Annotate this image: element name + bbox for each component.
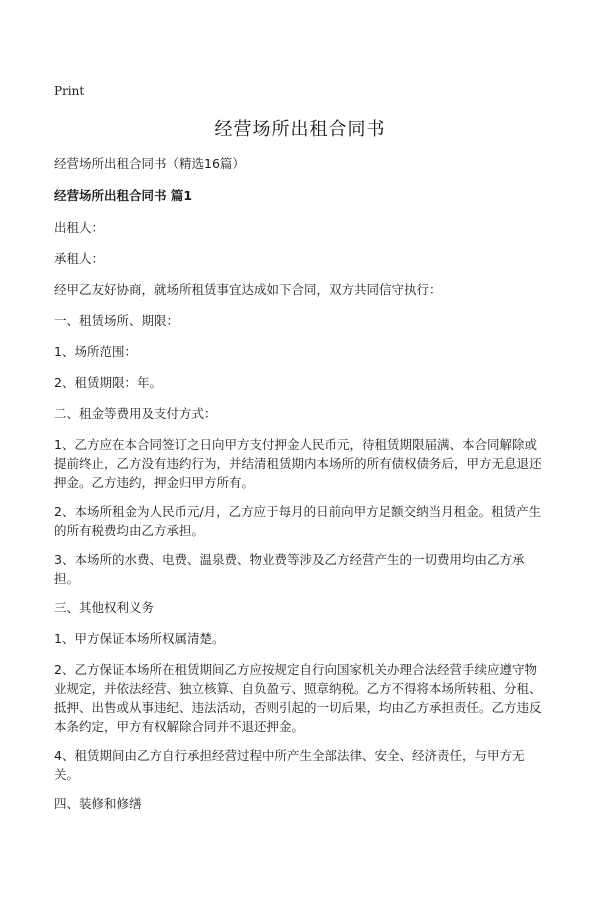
clause-3-1: 1、甲方保证本场所权属清楚。 [54,631,225,646]
clause-2-1: 1、乙方应在本合同签订之日向甲方支付押金人民币元，待租赁期限届满、本合同解除或提前终止，乙方没有违约行为，并结清租赁期内本场所的所有债权债务后，甲方无息退还押金。乙方违约，押金归甲方所有。 [54,437,542,490]
clause-heading-3: 三、其他权利义务 [54,600,155,615]
clause-1-1: 1、场所范围： [54,344,137,359]
clause-3-2: 2、乙方保证本场所在租赁期间乙方应按规定自行向国家机关办理合法经营手续应遵守物业规定，并依法经营、独立核算、自负盈亏、照章纳税。乙方不得将本场所转租、分租、抵押、出售或从事违纪、违法活动，否则引起的一切后果，均由乙方承担责任。乙方违反本条约定，甲方有权解除合同并不退还押金。 [54,662,542,734]
document-body [54,154,544,825]
clause-heading-4: 四、装修和修缮 [54,796,142,811]
section-heading: 经营场所出租合同书 篇1 [54,188,193,203]
document-title: 经营场所出租合同书 [214,119,386,140]
clause-2-3: 3、本场所的水费、电费、温泉费、物业费等涉及乙方经营产生的一切费用均由乙方承担。 [54,552,525,586]
clause-3-4: 4、租赁期间由乙方自行承担经营过程中所产生全部法律、安全、经济责任，与甲方无关。 [54,748,525,782]
clause-1-2: 2、租赁期限：年。 [54,375,162,390]
print-link[interactable]: Print [54,84,85,98]
clause-heading-1: 一、租赁场所、期限： [54,313,180,328]
document-subtitle: 经营场所出租合同书（精选16篇） [54,156,245,171]
paragraph-lessor: 出租人： [54,220,105,235]
paragraph-lessee: 承租人： [54,251,105,266]
clause-heading-2: 二、租金等费用及支付方式： [54,406,217,421]
paragraph-intro: 经甲乙友好协商，就场所租赁事宜达成如下合同，双方共同信守执行： [54,282,442,297]
clause-2-2: 2、本场所租金为人民币元/月，乙方应于每月的日前向甲方足额交纳当月租金。租赁产生的所有税费均由乙方承担。 [54,504,542,538]
